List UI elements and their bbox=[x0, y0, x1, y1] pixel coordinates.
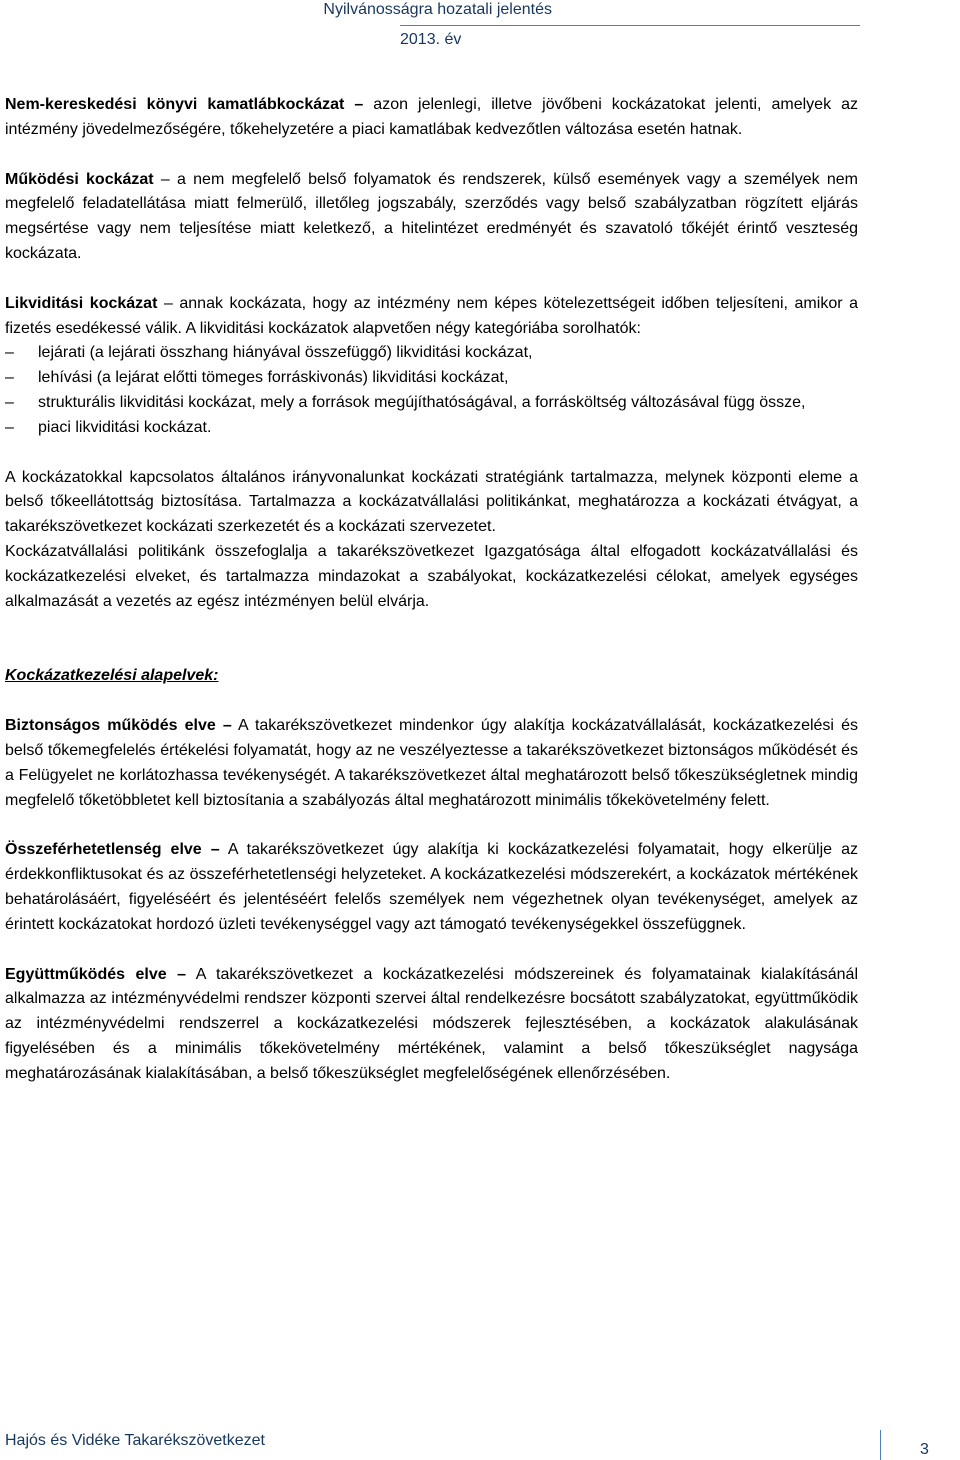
text-operational-risk: – a nem megfelelő belső folyamatok és rendszerek, külső események vagy a személyek nem megfelelő feladatellátása miatt felmerülő, illetőleg jogszabály, szerződés vagy belső szabályzatban rögzített eljárás megsértése vagy nem teljesítése miatt keletkező, a hitelintézet eredményét és szavatoló tőkéjét érintő veszteség kockázata. bbox=[5, 170, 858, 262]
paragraph-conflict-of-interest bbox=[5, 838, 858, 937]
term-operational-risk: Működési kockázat bbox=[5, 170, 154, 188]
list-item-text: piaci likviditási kockázat. bbox=[38, 418, 212, 436]
paragraph-cooperation bbox=[5, 963, 858, 1087]
report-title: Nyilvánosságra hozatali jelentés bbox=[323, 1, 552, 18]
paragraph-interest-rate-risk bbox=[5, 93, 858, 143]
report-year: 2013. év bbox=[400, 31, 462, 48]
dash-bullet: – bbox=[5, 369, 14, 387]
list-item-text: lehívási (a lejárat előtti tömeges forráskivonás) likviditási kockázat, bbox=[38, 369, 509, 387]
paragraph-risk-strategy: A kockázatokkal kapcsolatos általános irányvonalunkat kockázati stratégiánk tartalmazza, melynek központi eleme a belső tőkeellátottság biztosítása. Tartalmazza a kockázatvállalási politikánkat, meghatározza a kockázati étvágyat, a takarékszövetkezet kockázati szerkezetét és a kockázati szervezetet. bbox=[5, 468, 858, 536]
list-item bbox=[5, 341, 858, 366]
text-liquidity-risk: – annak kockázata, hogy az intézmény nem képes kötelezettségeit időben teljesíteni, amikor a fizetés esedékessé válik. A likviditási kockázatok alapvetően négy kategóriába sorolhatók: bbox=[5, 294, 858, 337]
paragraph-safe-operation bbox=[5, 714, 858, 813]
page-header bbox=[0, 0, 960, 62]
paragraph-risk-policy: Kockázatvállalási politikánk összefoglalja a takarékszövetkezet Igazgatósága által elfogadott kockázatvállalási és kockázatkezelési elveket, és tartalmazza mindazokat a szabályokat, kockázatkezelési célokat, amelyek egységes alkalmazását a vezetés az egész intézményen belül elvárja. bbox=[5, 542, 858, 610]
text-safe-operation: A takarékszövetkezet mindenkor úgy alakítja kockázatvállalását, kockázatkezelési és belső tőkemegfelelés értékelési folyamatát, hogy az ne veszélyeztesse a takarékszövetkezet biztonságos működését és a Felügyelet ne korlátozhassa tevékenységét. A takarékszövetkezet által meghatározott belső tőkeszükségletnek mindig megfelelő tőketöbbletet kell biztosítania a szabályozás által meghatározott minimális tőkekövetelmény felett. bbox=[5, 717, 859, 809]
liquidity-risk-list bbox=[5, 341, 858, 440]
footer-organization: Hajós és Vidéke Takarékszövetkezet bbox=[5, 1432, 265, 1449]
document-body bbox=[5, 93, 858, 1087]
list-item bbox=[5, 416, 858, 441]
list-item bbox=[5, 366, 858, 391]
footer-rule bbox=[880, 1430, 881, 1460]
term-cooperation: Együttműködés elve – bbox=[5, 965, 187, 983]
dash-bullet: – bbox=[5, 418, 14, 436]
dash-bullet: – bbox=[5, 393, 14, 411]
dash-bullet: – bbox=[5, 344, 14, 362]
text-interest-rate-risk: azon jelenlegi, illetve jövőbeni kockázatokat jelenti, amelyek az intézmény jövedelmezőségére, tőkehelyzetére a piaci kamatlábak kedvezőtlen változása esetén hatnak. bbox=[5, 96, 858, 138]
list-item-text: strukturális likviditási kockázat, mely a források megújíthatóságával, a forrásköltség változásával függ össze, bbox=[38, 393, 806, 411]
list-item-text: lejárati (a lejárati összhang hiányával összefüggő) likviditási kockázat, bbox=[38, 344, 533, 362]
header-rule bbox=[400, 25, 860, 26]
term-interest-rate-risk: Nem-kereskedési könyvi kamatlábkockázat – bbox=[5, 96, 364, 113]
term-conflict-of-interest: Összeférhetetlenség elve – bbox=[5, 841, 220, 859]
page-number: 3 bbox=[920, 1441, 929, 1458]
section-title: Kockázatkezelési alapelvek: bbox=[5, 667, 219, 685]
text-conflict-of-interest: A takarékszövetkezet úgy alakítja ki kockázatkezelési folyamatait, hogy elkerülje az érdekkonfliktusokat és az összeférhetetlenségi helyzeteket. A kockázatkezelési módszerekért, a kockázatok mértékének behatárolásáért, figyeléséért és jelentéséért felelős személyek nem végezhetnek olyan tevékenységet, amelyek az érintett kockázatokat hordozó üzleti tevékenységgel vagy azt támogató tevékenységekkel összefüggnek. bbox=[5, 841, 859, 933]
paragraph-operational-risk bbox=[5, 168, 858, 267]
list-item bbox=[5, 391, 858, 416]
term-liquidity-risk: Likviditási kockázat bbox=[5, 294, 158, 312]
paragraph-liquidity-risk bbox=[5, 292, 858, 342]
text-cooperation: A takarékszövetkezet a kockázatkezelési módszereinek és folyamatainak kialakításánál alkalmazza az intézményvédelmi rendszer központi szervei által rendelkezésre bocsátott szabályzatokat, együttműködik az intézményvédelmi rendszerrel a kockázatkezelési módszerek fejlesztésében, a kockázatok alakulásának figyelésében és a minimális tőkekövetelmény mértékének, valamint a belső tőkeszükséglet nagysága meghatározásának kialakításában, a belső tőkeszükséglet megfelelőségének ellenőrzésében. bbox=[5, 965, 858, 1082]
term-safe-operation: Biztonságos működés elve – bbox=[5, 717, 232, 735]
